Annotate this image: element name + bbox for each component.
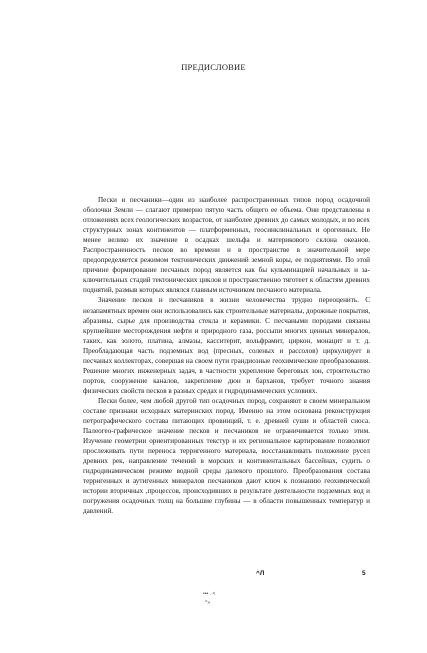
footer-mark: ^Л — [256, 570, 265, 577]
paragraph-2: Значение песков и песчаников в жизни человечества трудно переоценить. С незапамятных времен они использовались как строительные материалы, дорожные покрытия, абразивы, сырье для производства стекла и керамики. С песчаными породами связаны крупнейшие месторождения нефти и природного газа, россыпи многих ценных минералов, таких, как золото, платина, алмазы, касситерит, вольфрамит, циркон, монацит и т. д. Преобладающая часть подземных вод (пресных, соленых и рассолов) циркулирует в песчаных коллекторах, совершая на своем пути грандиозные геохимические преобразования. Решение многих инженерных задач, в частности укрепление береговых зон, строительство портов, сооружение каналов, закрепление дюн и барханов, требует точного знания физических свойств песков в разных средах и гидродинамических условиях. — [83, 296, 370, 395]
scan-mark-1: ••• . < — [203, 591, 216, 597]
paragraph-1: Пески и песчаники—один из наиболее распространенных типов пород осадочной оболочки Земли — слагают примерно пятую часть общего ее объема. Они представлены в отложениях всех геологических возрастов, от наиболее древних до самых молодых, и во всех структурных зонах континентов — платформенных, геосинклинальных и орогенных. Не менее велико их значение в осадках шельфа и материкового склона океанов. Распространенность песков во времени и в пространстве в значительной мере предопределяется режимом тектонических движений земной коры, ее поднятиями. По этой причине формирование песчаных пород является как бы кульминацией начальных и заключительных стадий тектонических циклов и пространственно тяготеет к областям древних поднятий, размыв которых являлся главным источником песчаного материала. — [83, 196, 370, 295]
page-number: 5 — [362, 570, 366, 577]
body-text — [83, 195, 370, 517]
scan-mark-2: ^» — [205, 600, 211, 606]
paragraph-3: Пески более, чем любой другой тип осадочных пород, сохраняют в своем минеральном составе признаки исходных материнских пород. Именно на этом основана реконструкция петрографического состава питающих провинций, т. е. древней суши и областей сноса. Палеогео-графическое значение песков и песчаников не ограничивается только этим. Изучение геометрии ориентированных текстур и их региональное картирование позволяют прослеживать пути переноса терригенного материала, восстанавливать положение русел древних рек, направление течений в морских и континентальных бассейнах, судить о гидродинамическом режиме водной среды далекого прошлого. Преобразования состава терригенных и аутигенных минералов песчаников дают ключ к познанию геохимической истории вторичных ,процессов, происходивших в результате деятельности подземных вод и погружения осадочных толщ на большие глубины — в области повышенных температур и давлений. — [83, 396, 370, 516]
page-title: ПРЕДИСЛОВИЕ — [181, 62, 246, 72]
